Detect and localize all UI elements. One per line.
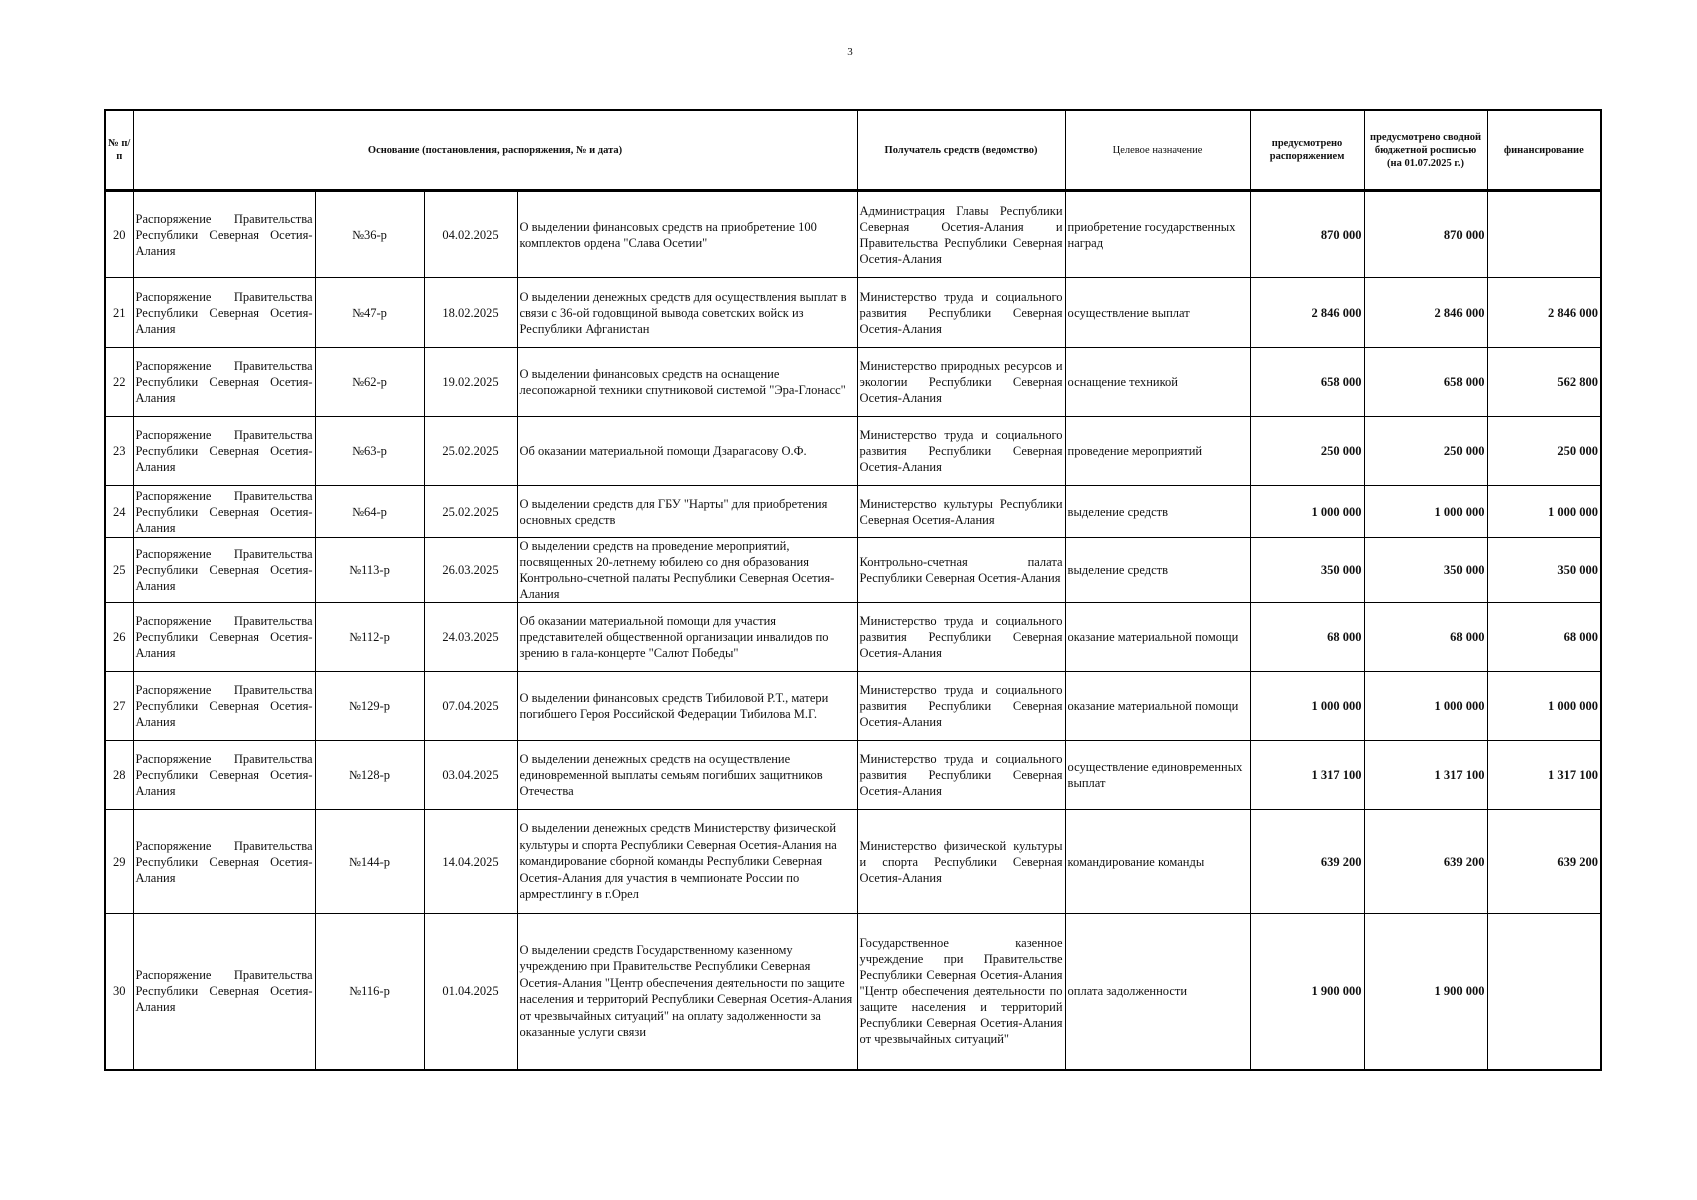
- order-date-cell: 26.03.2025: [424, 538, 517, 603]
- purpose-cell: оснащение техникой: [1065, 348, 1250, 417]
- row-number-cell: 26: [105, 603, 133, 672]
- planned-budget-amount-cell: 68 000: [1364, 603, 1487, 672]
- planned-budget-amount-cell: 639 200: [1364, 810, 1487, 914]
- order-code-cell: №47-р: [315, 278, 424, 348]
- order-code-cell: №63-р: [315, 417, 424, 486]
- table-row: [105, 741, 1601, 810]
- order-code-cell: №129-р: [315, 672, 424, 741]
- purpose-cell: оплата задолженности: [1065, 914, 1250, 1070]
- purpose-cell: осуществление выплат: [1065, 278, 1250, 348]
- recipient-cell: Министерство физической культуры и спорта Республики Северная Осетия-Алания: [857, 810, 1065, 914]
- page-number: 3: [847, 46, 853, 58]
- order-type-cell: Распоряжение Правительства Республики Северная Осетия-Алания: [133, 348, 315, 417]
- order-date-cell: 07.04.2025: [424, 672, 517, 741]
- recipient-cell: Контрольно-счетная палата Республики Северная Осетия-Алания: [857, 538, 1065, 603]
- header-financing: финансирование: [1487, 110, 1601, 191]
- recipient-cell: Администрация Главы Республики Северная Осетия-Алания и Правительства Республики Северная Осетия-Алания: [857, 191, 1065, 278]
- recipient-cell: Министерство труда и социального развития Республики Северная Осетия-Алания: [857, 603, 1065, 672]
- header-recipient: Получатель средств (ведомство): [857, 110, 1065, 191]
- planned-order-amount-cell: 658 000: [1250, 348, 1364, 417]
- planned-budget-amount-cell: 1 000 000: [1364, 672, 1487, 741]
- order-date-cell: 25.02.2025: [424, 486, 517, 538]
- planned-order-amount-cell: 250 000: [1250, 417, 1364, 486]
- header-planned-budget: предусмотрено сводной бюджетной росписью (на 01.07.2025 г.): [1364, 110, 1487, 191]
- financing-amount-cell: [1487, 191, 1601, 278]
- financing-amount-cell: 2 846 000: [1487, 278, 1601, 348]
- purpose-cell: командирование команды: [1065, 810, 1250, 914]
- order-description-cell: Об оказании материальной помощи для участия представителей общественной организации инвалидов по зрению в гала-концерте "Салют Победы": [517, 603, 857, 672]
- order-date-cell: 24.03.2025: [424, 603, 517, 672]
- financing-amount-cell: 639 200: [1487, 810, 1601, 914]
- order-description-cell: О выделении средств на проведение мероприятий, посвященных 20-летнему юбилею со дня образования Контрольно-счетной палаты Республики Северная Осетия-Алания: [517, 538, 857, 603]
- planned-order-amount-cell: 2 846 000: [1250, 278, 1364, 348]
- order-description-cell: О выделении денежных средств Министерству физической культуры и спорта Республики Северная Осетия-Алания на командирование сборной команды Республики Северная Осетия-Алания для участия в чемпионате России по армрестлингу в г.Орел: [517, 810, 857, 914]
- planned-order-amount-cell: 350 000: [1250, 538, 1364, 603]
- row-number-cell: 25: [105, 538, 133, 603]
- table-row: [105, 672, 1601, 741]
- order-type-cell: Распоряжение Правительства Республики Северная Осетия-Алания: [133, 603, 315, 672]
- financing-amount-cell: 1 000 000: [1487, 486, 1601, 538]
- row-number-cell: 29: [105, 810, 133, 914]
- recipient-cell: Государственное казенное учреждение при Правительстве Республики Северная Осетия-Алания "Центр обеспечения деятельности по защите населения и территорий Республики Северная Осетия-Алания от чрезвычайных ситуаций": [857, 914, 1065, 1070]
- planned-budget-amount-cell: 658 000: [1364, 348, 1487, 417]
- planned-budget-amount-cell: 1 317 100: [1364, 741, 1487, 810]
- row-number-cell: 20: [105, 191, 133, 278]
- order-description-cell: Об оказании материальной помощи Дзарагасову О.Ф.: [517, 417, 857, 486]
- financing-amount-cell: 1 000 000: [1487, 672, 1601, 741]
- table-row: [105, 603, 1601, 672]
- order-type-cell: Распоряжение Правительства Республики Северная Осетия-Алания: [133, 538, 315, 603]
- budget-table: [104, 109, 1602, 1071]
- purpose-cell: оказание материальной помощи: [1065, 603, 1250, 672]
- header-basis: Основание (постановления, распоряжения, № и дата): [133, 110, 857, 191]
- order-code-cell: №144-р: [315, 810, 424, 914]
- order-type-cell: Распоряжение Правительства Республики Северная Осетия-Алания: [133, 741, 315, 810]
- order-description-cell: О выделении денежных средств для осуществления выплат в связи с 36-ой годовщиной вывода советских войск из Республики Афганистан: [517, 278, 857, 348]
- order-description-cell: О выделении финансовых средств Тибиловой Р.Т., матери погибшего Героя Российской Федерации Тибилова М.Г.: [517, 672, 857, 741]
- planned-budget-amount-cell: 250 000: [1364, 417, 1487, 486]
- financing-amount-cell: 250 000: [1487, 417, 1601, 486]
- purpose-cell: приобретение государственных наград: [1065, 191, 1250, 278]
- recipient-cell: Министерство труда и социального развития Республики Северная Осетия-Алания: [857, 278, 1065, 348]
- planned-budget-amount-cell: 1 000 000: [1364, 486, 1487, 538]
- order-date-cell: 01.04.2025: [424, 914, 517, 1070]
- row-number-cell: 24: [105, 486, 133, 538]
- planned-order-amount-cell: 1 000 000: [1250, 672, 1364, 741]
- order-type-cell: Распоряжение Правительства Республики Северная Осетия-Алания: [133, 191, 315, 278]
- row-number-cell: 27: [105, 672, 133, 741]
- order-date-cell: 25.02.2025: [424, 417, 517, 486]
- header-purpose: Целевое назначение: [1065, 110, 1250, 191]
- row-number-cell: 22: [105, 348, 133, 417]
- planned-order-amount-cell: 639 200: [1250, 810, 1364, 914]
- table-row: [105, 810, 1601, 914]
- order-type-cell: Распоряжение Правительства Республики Северная Осетия-Алания: [133, 672, 315, 741]
- financing-amount-cell: 562 800: [1487, 348, 1601, 417]
- order-code-cell: №116-р: [315, 914, 424, 1070]
- purpose-cell: осуществление единовременных выплат: [1065, 741, 1250, 810]
- order-date-cell: 19.02.2025: [424, 348, 517, 417]
- financing-amount-cell: 68 000: [1487, 603, 1601, 672]
- order-date-cell: 18.02.2025: [424, 278, 517, 348]
- order-type-cell: Распоряжение Правительства Республики Северная Осетия-Алания: [133, 810, 315, 914]
- recipient-cell: Министерство культуры Республики Северная Осетия-Алания: [857, 486, 1065, 538]
- order-type-cell: Распоряжение Правительства Республики Северная Осетия-Алания: [133, 278, 315, 348]
- order-code-cell: №128-р: [315, 741, 424, 810]
- financing-amount-cell: 1 317 100: [1487, 741, 1601, 810]
- financing-amount-cell: 350 000: [1487, 538, 1601, 603]
- financing-amount-cell: [1487, 914, 1601, 1070]
- order-date-cell: 03.04.2025: [424, 741, 517, 810]
- planned-order-amount-cell: 1 900 000: [1250, 914, 1364, 1070]
- table-row: [105, 486, 1601, 538]
- order-description-cell: О выделении финансовых средств на приобретение 100 комплектов ордена "Слава Осетии": [517, 191, 857, 278]
- order-description-cell: О выделении средств Государственному казенному учреждению при Правительстве Республики Северная Осетия-Алания "Центр обеспечения деятельности по защите населения и территорий Республики Северная Осетия-Алания от чрезвычайных ситуаций" на оплату задолженности за оказанные услуги связи: [517, 914, 857, 1070]
- order-code-cell: №64-р: [315, 486, 424, 538]
- purpose-cell: оказание материальной помощи: [1065, 672, 1250, 741]
- recipient-cell: Министерство природных ресурсов и экологии Республики Северная Осетия-Алания: [857, 348, 1065, 417]
- order-date-cell: 04.02.2025: [424, 191, 517, 278]
- planned-order-amount-cell: 1 317 100: [1250, 741, 1364, 810]
- order-type-cell: Распоряжение Правительства Республики Северная Осетия-Алания: [133, 914, 315, 1070]
- planned-order-amount-cell: 870 000: [1250, 191, 1364, 278]
- table-row: [105, 417, 1601, 486]
- purpose-cell: выделение средств: [1065, 538, 1250, 603]
- row-number-cell: 30: [105, 914, 133, 1070]
- order-type-cell: Распоряжение Правительства Республики Северная Осетия-Алания: [133, 486, 315, 538]
- planned-budget-amount-cell: 2 846 000: [1364, 278, 1487, 348]
- planned-budget-amount-cell: 870 000: [1364, 191, 1487, 278]
- table-row: [105, 914, 1601, 1070]
- header-planned-order: предусмотрено распоряжением: [1250, 110, 1364, 191]
- planned-budget-amount-cell: 350 000: [1364, 538, 1487, 603]
- planned-order-amount-cell: 68 000: [1250, 603, 1364, 672]
- row-number-cell: 21: [105, 278, 133, 348]
- row-number-cell: 23: [105, 417, 133, 486]
- order-code-cell: №36-р: [315, 191, 424, 278]
- order-description-cell: О выделении денежных средств на осуществление единовременной выплаты семьям погибших защитников Отечества: [517, 741, 857, 810]
- planned-budget-amount-cell: 1 900 000: [1364, 914, 1487, 1070]
- recipient-cell: Министерство труда и социального развития Республики Северная Осетия-Алания: [857, 741, 1065, 810]
- table-header-row: [105, 110, 1601, 191]
- recipient-cell: Министерство труда и социального развития Республики Северная Осетия-Алания: [857, 672, 1065, 741]
- table-row: [105, 278, 1601, 348]
- table-row: [105, 538, 1601, 603]
- table-row: [105, 348, 1601, 417]
- purpose-cell: выделение средств: [1065, 486, 1250, 538]
- purpose-cell: проведение мероприятий: [1065, 417, 1250, 486]
- row-number-cell: 28: [105, 741, 133, 810]
- table-row: [105, 191, 1601, 278]
- planned-order-amount-cell: 1 000 000: [1250, 486, 1364, 538]
- recipient-cell: Министерство труда и социального развития Республики Северная Осетия-Алания: [857, 417, 1065, 486]
- order-code-cell: №112-р: [315, 603, 424, 672]
- order-date-cell: 14.04.2025: [424, 810, 517, 914]
- order-description-cell: О выделении финансовых средств на оснащение лесопожарной техники спутниковой системой "Эра-Глонасс": [517, 348, 857, 417]
- header-num: № п/п: [105, 110, 133, 191]
- order-code-cell: №113-р: [315, 538, 424, 603]
- order-description-cell: О выделении средств для ГБУ "Нарты" для приобретения основных средств: [517, 486, 857, 538]
- order-code-cell: №62-р: [315, 348, 424, 417]
- order-type-cell: Распоряжение Правительства Республики Северная Осетия-Алания: [133, 417, 315, 486]
